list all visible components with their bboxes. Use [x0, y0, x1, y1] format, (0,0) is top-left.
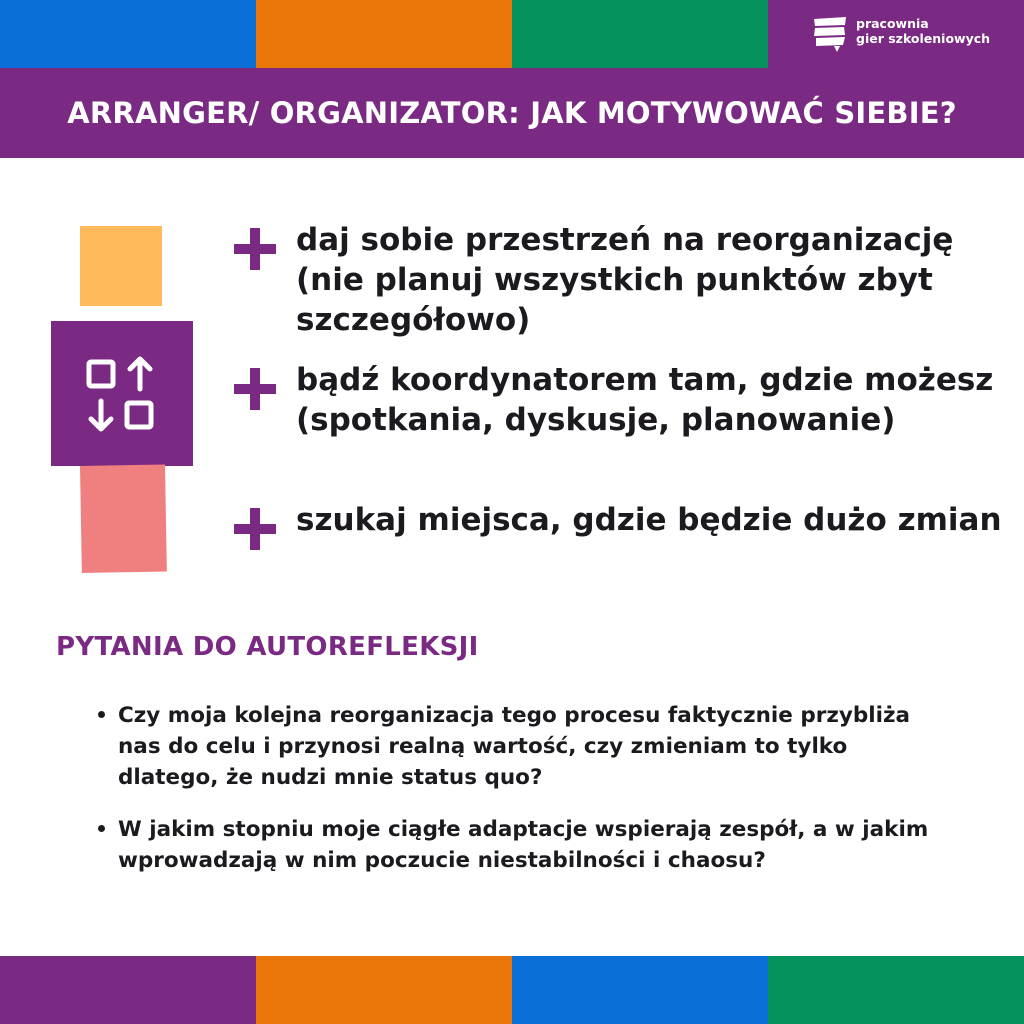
logo-line-2: gier szkoleniowych	[856, 31, 991, 46]
page-title: ARRANGER/ ORGANIZATOR: JAK MOTYWOWAĆ SIEBIE?	[67, 96, 957, 130]
plus-icon	[232, 366, 278, 412]
top-stripe-orange	[256, 0, 512, 68]
reflection-question-text-1: Czy moja kolejna reorganizacja tego procesu faktycznie przybliża nas do celu i przynosi realną wartość, czy zmieniam to tylko dlatego, że nudzi mnie status quo?	[118, 703, 911, 790]
bullet-dot	[98, 711, 105, 718]
reflection-question-text-2: W jakim stopniu moje ciągłe adaptacje wspierają zespół, a w jakim wprowadzają w nim poczucie niestabilności i chaosu?	[118, 817, 929, 873]
plus-icon	[232, 226, 278, 272]
bottom-stripe-orange	[256, 956, 512, 1024]
bottom-stripe-purple	[0, 956, 256, 1024]
tip-text-3: szukaj miejsca, gdzie będzie dużo zmian	[296, 502, 1002, 538]
top-stripe-blue	[0, 0, 256, 68]
decor-purple-square	[51, 321, 193, 466]
bottom-stripe-blue	[512, 956, 768, 1024]
logo-line-1: pracownia	[856, 16, 929, 31]
brand-logo	[812, 14, 1002, 56]
decor-yellow-square	[80, 226, 162, 306]
tip-text-1: daj sobie przestrzeń na reorganizację (nie planuj wszystkich punktów zbyt szczegółowo)	[296, 222, 954, 338]
rearrange-arrows-icon	[51, 321, 193, 466]
tip-text-2: bądź koordynatorem tam, gdzie możesz (spotkania, dyskusje, planowanie)	[296, 362, 994, 438]
top-stripe-green	[512, 0, 768, 68]
bottom-color-stripes	[0, 956, 1024, 1024]
bullet-dot	[98, 825, 105, 832]
reflection-heading: PYTANIA DO AUTOREFLEKSJI	[56, 632, 479, 662]
plus-icon	[232, 506, 278, 552]
bottom-stripe-green	[768, 956, 1024, 1024]
decor-pink-square	[80, 465, 167, 573]
stacked-cards-logo-icon	[812, 16, 850, 52]
